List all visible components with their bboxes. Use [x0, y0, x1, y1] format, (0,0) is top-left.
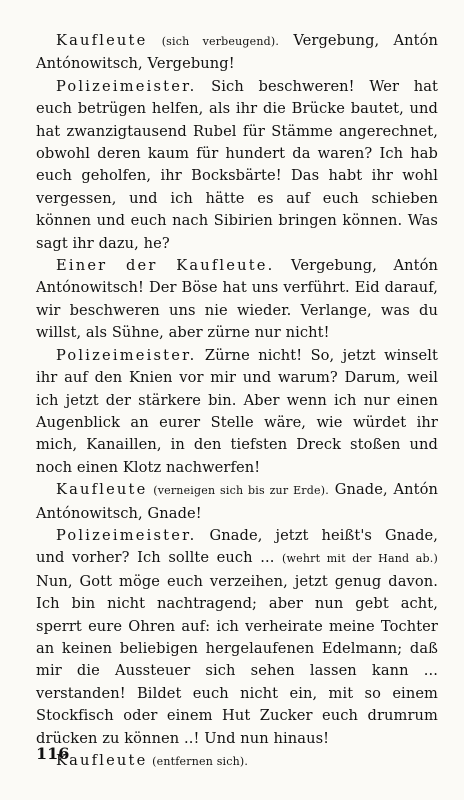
stage-direction: (sich verbeugend).	[161, 35, 280, 48]
speaker-name: Polizeimeister.	[56, 526, 197, 544]
dialogue-text: Sich beschweren! Wer hat euch betrügen helfen, als ihr die Brücke bautet, und hat zwanzigtausend Rubel für Stämme angerechnet, obwohl deren kaum für hundert da waren? Ich hab euch geholfen, ihr Bocksbärte! Das habt ihr wohl vergessen, und ich hätte es auf euch schieben können und euch nach Sibirien bringen können. Was sagt ihr dazu, he?	[36, 77, 438, 252]
stage-direction: (wehrt mit der Hand ab.)	[282, 552, 438, 566]
paragraph	[36, 255, 438, 345]
page-number: 116	[36, 744, 70, 763]
paragraph	[36, 30, 438, 76]
dialogue-text: Nun, Gott möge euch verzeihen, jetzt genug davon. Ich bin nicht nachtragend; aber nun gebt acht, sperrt eure Ohren auf: ich verheirate meine Tochter an keinen beliebigen hergelaufenen Edelmann; daß mir die Aussteuer sich sehen lassen kann ... verstanden! Bildet euch nicht ein, mit so einem Stockfisch oder einem Hut Zucker euch drumrum drücken zu können ..! Und nun hinaus!	[36, 572, 438, 747]
paragraph	[36, 76, 438, 255]
stage-direction: (entfernen sich).	[152, 755, 249, 768]
speaker-name: Kaufleute	[56, 481, 148, 499]
paragraph	[36, 345, 438, 479]
dialogue-text: Vergebung, Antón Antónowitsch, Vergebung!	[36, 32, 438, 73]
speaker-name: Einer der Kaufleute.	[56, 257, 275, 275]
dialogue-text: Gnade, Antón Antónowitsch, Gnade!	[36, 481, 438, 522]
paragraph	[36, 479, 438, 525]
stage-direction: (verneigen sich bis zur Erde).	[153, 484, 329, 498]
speaker-name: Kaufleute	[56, 752, 148, 769]
dialogue-text: Zürne nicht! So, jetzt winselt ihr auf den Knien vor mir und warum? Darum, weil ich jetzt der stärkere bin. Aber wenn ich nur einen Augenblick an eurer Stelle wäre, wie würdet ihr mich, Kanaillen, in den tiefsten Dreck stoßen und noch einen Klotz nachwerfen!	[36, 346, 438, 476]
speaker-name: Kaufleute	[56, 32, 148, 49]
dialogue-text: Gnade, jetzt heißt's Gnade, und vorher? Ich sollte euch ...	[36, 526, 438, 567]
speaker-name: Polizeimeister.	[56, 346, 197, 364]
dialogue-text: Vergebung, Antón Antónowitsch! Der Böse hat uns verführt. Eid darauf, wir beschweren uns nie wieder. Verlange, was du willst, als Sühne, aber zürne nur nicht!	[36, 257, 438, 342]
speaker-name: Polizeimeister.	[56, 77, 197, 95]
paragraph	[36, 525, 438, 750]
page-body	[36, 30, 438, 773]
paragraph	[36, 750, 438, 773]
